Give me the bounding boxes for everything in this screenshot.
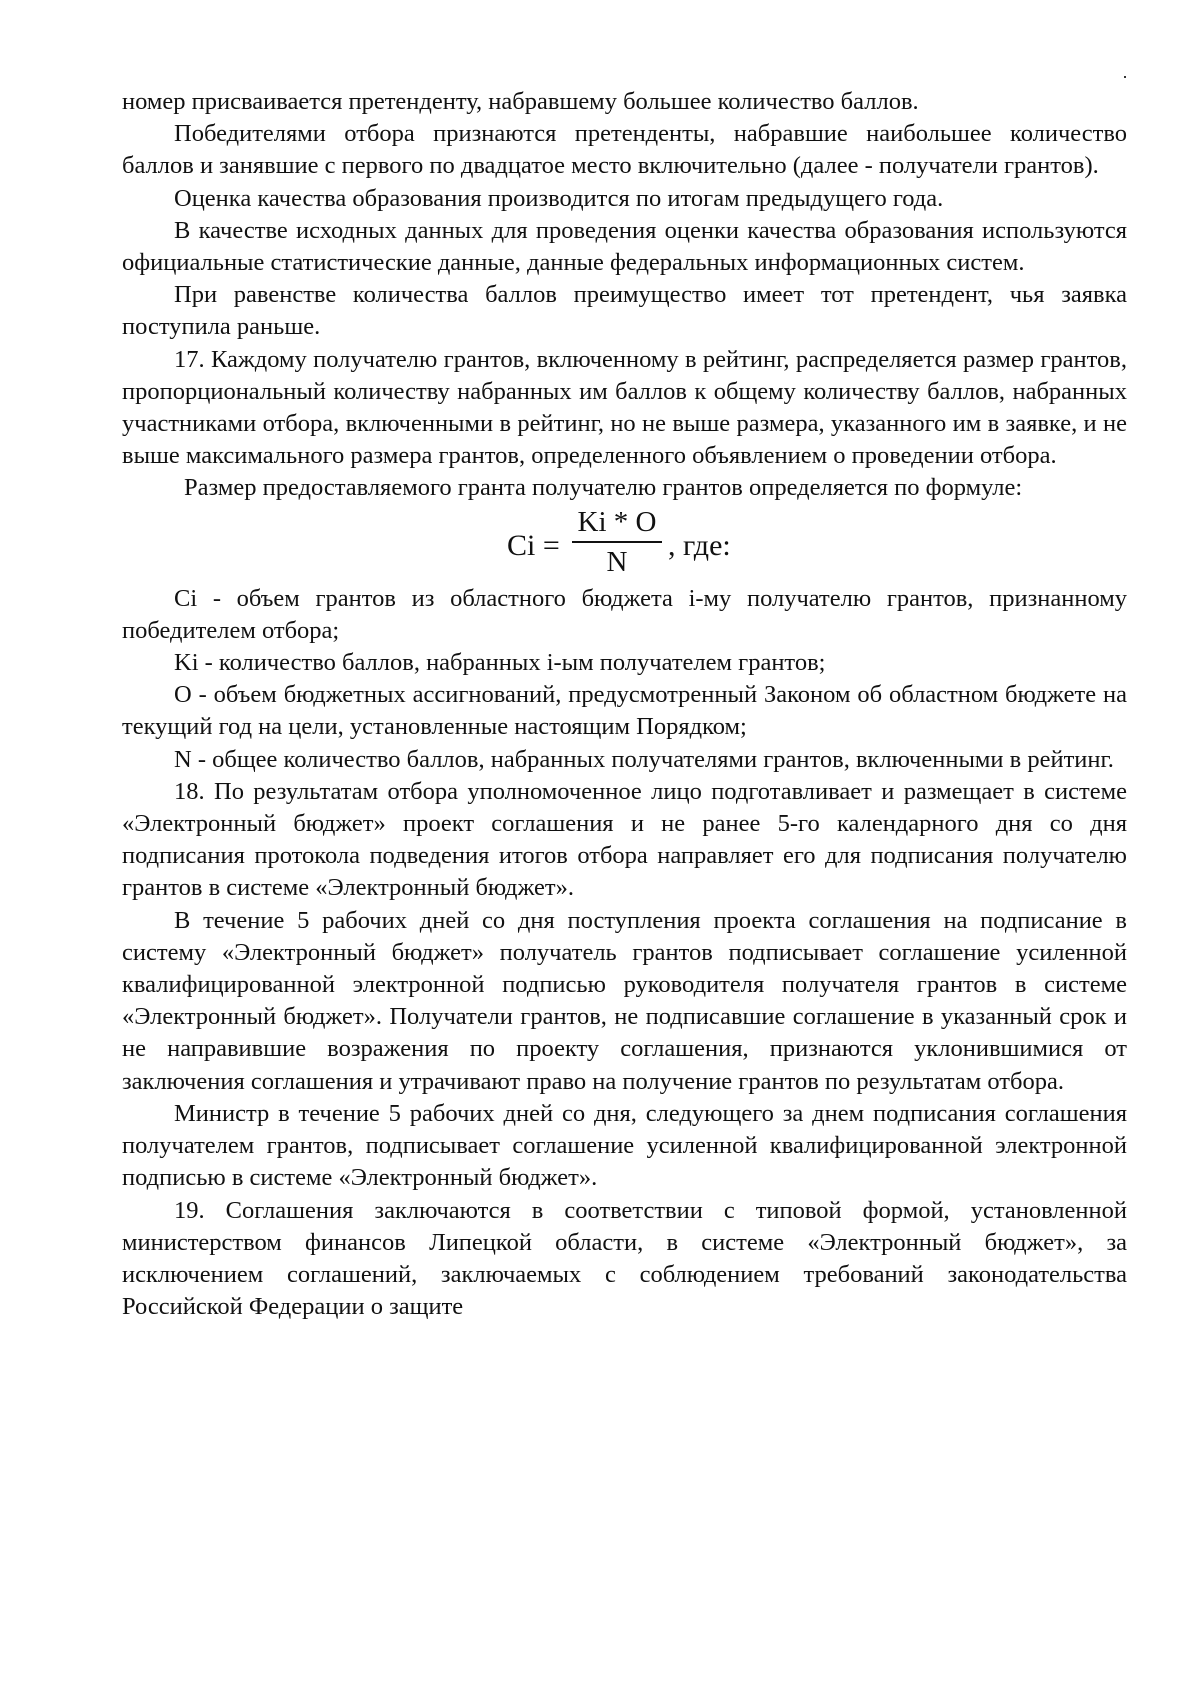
paragraph: 17. Каждому получателю грантов, включенному в рейтинг, распределяется размер грантов, пропорциональный количеству набранных им баллов к общему количеству баллов, набранных участниками отбора, включенными в рейтинг, но не выше размера, указанного им в заявке, и не выше максимального размера грантов, определенного объявлением о проведении отбора. [122, 345, 1127, 470]
formula-lhs: Ci = [507, 528, 560, 562]
formula-fraction [572, 505, 662, 579]
paragraph: 18. По результатам отбора уполномоченное лицо подготавливает и размещает в системе «Электронный бюджет» проект соглашения и не ранее 5-го календарного дня со дня подписания протокола подведения итогов отбора направляет его для подписания получателю грантов в системе «Электронный бюджет». [122, 777, 1127, 902]
paragraph: При равенстве количества баллов преимущество имеет тот претендент, чья заявка поступила раньше. [122, 281, 1127, 341]
paragraph: Министр в течение 5 рабочих дней со дня, следующего за днем подписания соглашения получателем грантов, подписывает соглашение усиленной квалифицированной электронной подписью в системе «Электронный бюджет». [122, 1099, 1127, 1192]
paragraph: номер присваивается претенденту, набравшему большее количество баллов. [122, 88, 919, 115]
formula-denominator: N [606, 545, 628, 578]
paragraph: Победителями отбора признаются претенденты, набравшие наибольшее количество баллов и занявшие с первого по двадцатое место включительно (далее - получатели грантов). [122, 120, 1127, 180]
paragraph: В качестве исходных данных для проведения оценки качества образования используются официальные статистические данные, данные федеральных информационных систем. [122, 216, 1127, 277]
paragraph: В течение 5 рабочих дней со дня поступления проекта соглашения на подписание в систему «Электронный бюджет» получатель грантов подписывает соглашение усиленной квалифицированной электронной подписью руководителя получателя грантов в системе «Электронный бюджет». Получатели грантов, не подписавшие соглашение в указанный срок и не направившие возражения по проекту соглашения, признаются уклонившимися от заключения соглашения и утрачивают право на получение грантов по результатам отбора. [122, 906, 1127, 1095]
scan-speck [1124, 76, 1126, 78]
formula-numerator: Ki * O [572, 505, 662, 543]
text-block-top [122, 86, 1127, 505]
paragraph: Размер предоставляемого гранта получателю грантов определяется по формуле: [184, 474, 1023, 502]
paragraph: N - общее количество баллов, набранных получателями грантов, включенными в рейтинг. [174, 745, 1114, 773]
paragraph: Оценка качества образования производится по итогам предыдущего года. [174, 184, 944, 212]
formula-rhs: , где: [668, 528, 731, 562]
grant-formula [122, 505, 1127, 583]
text-block-bottom [122, 583, 1127, 1324]
paragraph: O - объем бюджетных ассигнований, предусмотренный Законом об областном бюджете на текущий год на цели, установленные настоящим Порядком; [122, 681, 1127, 741]
document-page [122, 86, 1127, 1323]
paragraph: Ci - объем грантов из областного бюджета i-му получателю грантов, признанному победителем отбора; [122, 584, 1127, 644]
paragraph: Ki - количество баллов, набранных i-ым получателем грантов; [174, 649, 826, 677]
paragraph: 19. Соглашения заключаются в соответствии с типовой формой, установленной министерством финансов Липецкой области, в системе «Электронный бюджет», за исключением соглашений, заключаемых с соблюдением требований законодательства Российской Федерации о защите [122, 1196, 1127, 1321]
